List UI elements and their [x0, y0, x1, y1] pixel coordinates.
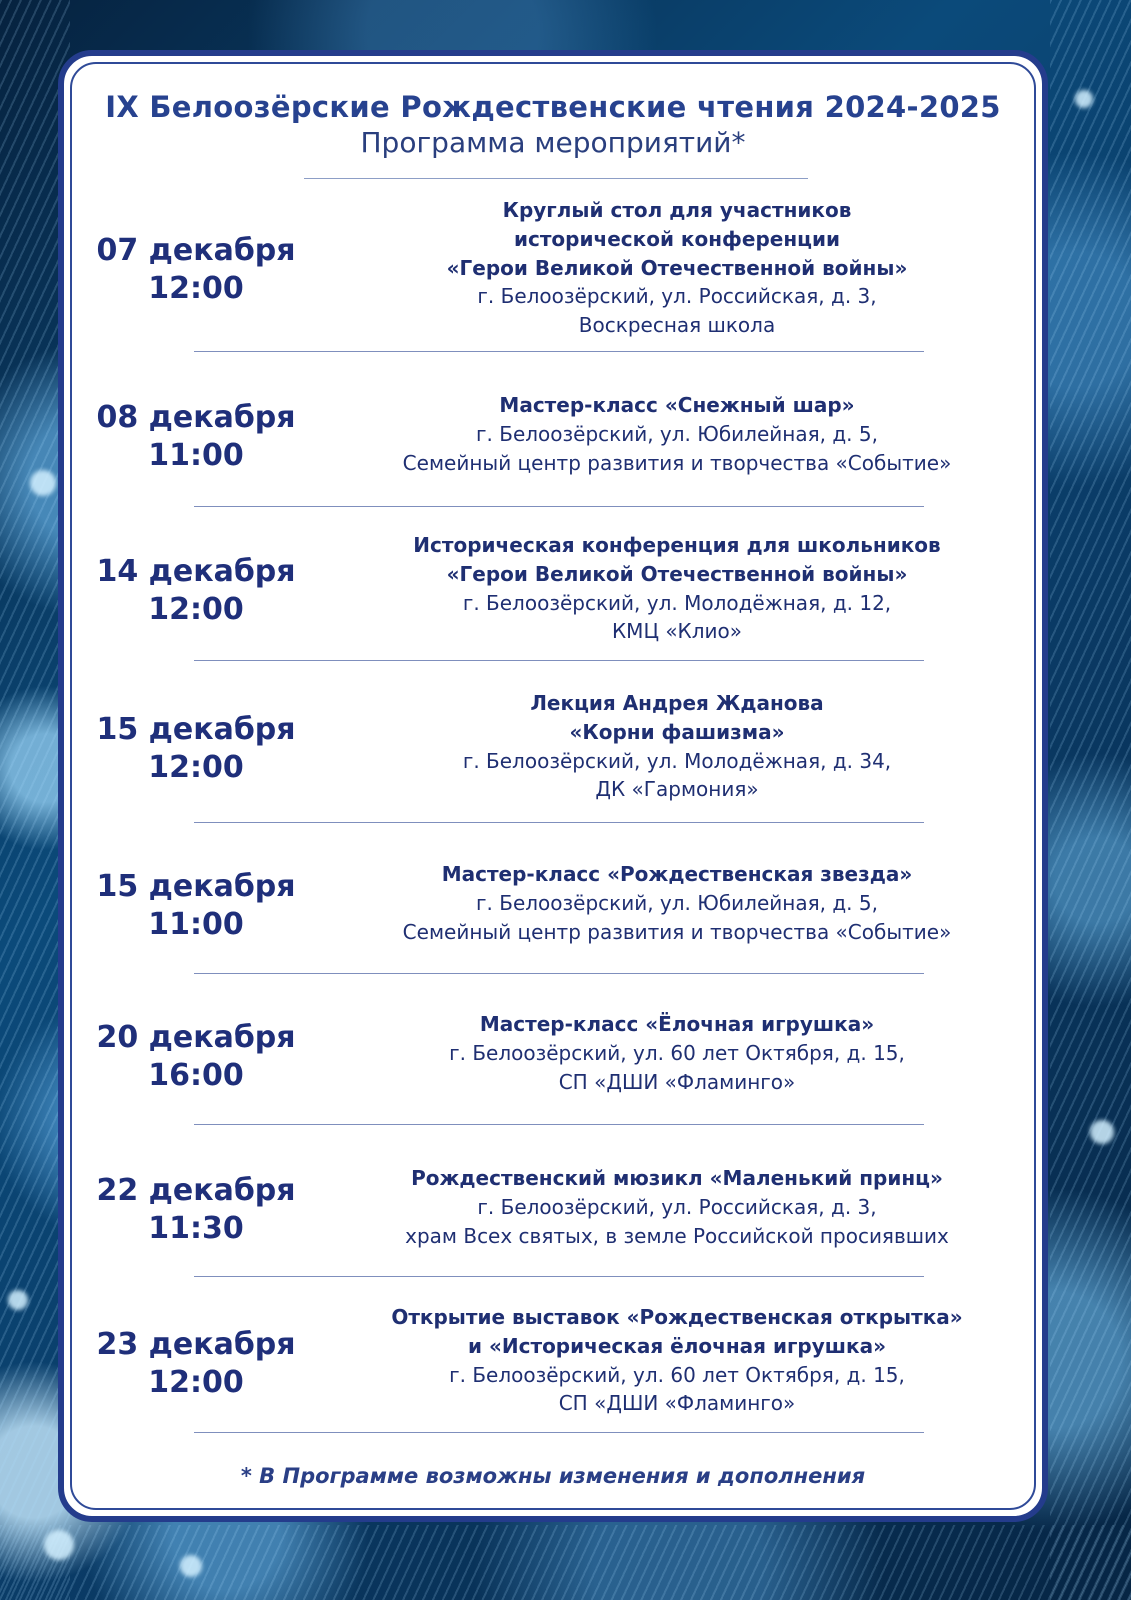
event-address-line: Воскресная школа — [578, 313, 776, 338]
page-title: IX Белоозёрские Рождественские чтения 2024-2025 — [105, 90, 1001, 124]
event-address-line: г. Белоозёрский, ул. Юбилейная, д. 5, — [476, 421, 878, 446]
event-address-line: Семейный центр развития и творчества «Событие» — [402, 919, 952, 944]
event-title-line: и «Историческая ёлочная игрушка» — [467, 1333, 887, 1358]
event-address-line: г. Белоозёрский, ул. Молодёжная, д. 34, — [462, 748, 892, 773]
event-title-line: «Корни фашизма» — [569, 719, 785, 744]
header-divider — [304, 178, 808, 179]
event-date: 23 декабря — [96, 1327, 296, 1362]
event-details — [324, 391, 1030, 477]
event-divider — [194, 973, 924, 974]
event-address-line: г. Белоозёрский, ул. Молодёжная, д. 12, — [462, 590, 892, 615]
event-time: 11:00 — [148, 907, 244, 942]
event-address-line: СП «ДШИ «Фламинго» — [558, 1069, 796, 1094]
event-date: 20 декабря — [96, 1020, 296, 1055]
event-date: 15 декабря — [96, 869, 296, 904]
event-datetime — [64, 399, 328, 475]
event-datetime — [64, 232, 328, 308]
event-title-line: Открытие выставок «Рождественская открытка» — [391, 1305, 963, 1329]
event-title-line: Мастер-класс «Снежный шар» — [499, 393, 855, 417]
event-address-line: КМЦ «Клио» — [611, 619, 743, 644]
event-time: 11:00 — [148, 438, 244, 473]
event-address-line: г. Белоозёрский, ул. 60 лет Октября, д. 15, — [449, 1362, 905, 1387]
event-divider — [194, 351, 924, 352]
event-address-line: г. Белоозёрский, ул. Юбилейная, д. 5, — [476, 890, 878, 915]
event-title-line: «Герои Великой Отечественной войны» — [446, 561, 908, 586]
event-datetime — [64, 868, 328, 944]
event-date: 08 декабря — [96, 400, 296, 435]
event-date: 14 декабря — [96, 554, 296, 589]
event-divider — [194, 506, 924, 507]
event-details — [324, 1164, 1030, 1250]
event-title-line: Лекция Андрея Жданова — [530, 691, 824, 715]
footnote: * В Программе возможны изменения и дополнения — [240, 1464, 866, 1488]
page-subtitle: Программа мероприятий* — [360, 126, 746, 159]
event-date: 07 декабря — [96, 233, 296, 268]
event-time: 16:00 — [148, 1058, 244, 1093]
event-time: 12:00 — [148, 271, 244, 306]
event-title-line: «Герои Великой Отечественной войны» — [446, 255, 908, 280]
event-details — [324, 196, 1030, 340]
event-title-line: Рождественский мюзикл «Маленький принц» — [411, 1166, 943, 1190]
event-title-line: Мастер-класс «Ёлочная игрушка» — [479, 1012, 875, 1036]
event-date: 15 декабря — [96, 712, 296, 747]
event-address-line: храм Всех святых, в земле Российской просиявших — [405, 1223, 949, 1248]
event-details — [324, 1303, 1030, 1418]
event-time: 12:00 — [148, 750, 244, 785]
event-date: 22 декабря — [96, 1173, 296, 1208]
event-address-line: г. Белоозёрский, ул. Российская, д. 3, — [477, 284, 877, 309]
event-divider — [194, 1432, 924, 1433]
event-title-line: Мастер-класс «Рождественская звезда» — [441, 862, 913, 886]
event-datetime — [64, 711, 328, 787]
event-details — [324, 860, 1030, 946]
event-datetime — [64, 553, 328, 629]
event-title-line: Историческая конференция для школьников — [413, 533, 941, 557]
event-divider — [194, 1276, 924, 1277]
event-details — [324, 1010, 1030, 1096]
event-divider — [194, 1124, 924, 1125]
event-divider — [194, 822, 924, 823]
event-title-line: исторической конференции — [513, 226, 841, 251]
event-time: 11:30 — [148, 1211, 244, 1246]
event-details — [324, 689, 1030, 804]
event-address-line: г. Белоозёрский, ул. Российская, д. 3, — [477, 1194, 877, 1219]
event-time: 12:00 — [148, 592, 244, 627]
event-datetime — [64, 1019, 328, 1095]
event-datetime — [64, 1326, 328, 1402]
event-title-line: Круглый стол для участников — [502, 198, 852, 222]
event-datetime — [64, 1172, 328, 1248]
event-address-line: ДК «Гармония» — [595, 777, 759, 802]
event-address-line: г. Белоозёрский, ул. 60 лет Октября, д. 15, — [449, 1040, 905, 1065]
event-details — [324, 531, 1030, 646]
event-address-line: СП «ДШИ «Фламинго» — [558, 1391, 796, 1416]
program-card — [58, 50, 1048, 1522]
event-time: 12:00 — [148, 1365, 244, 1400]
event-divider — [194, 660, 924, 661]
event-address-line: Семейный центр развития и творчества «Событие» — [402, 450, 952, 475]
